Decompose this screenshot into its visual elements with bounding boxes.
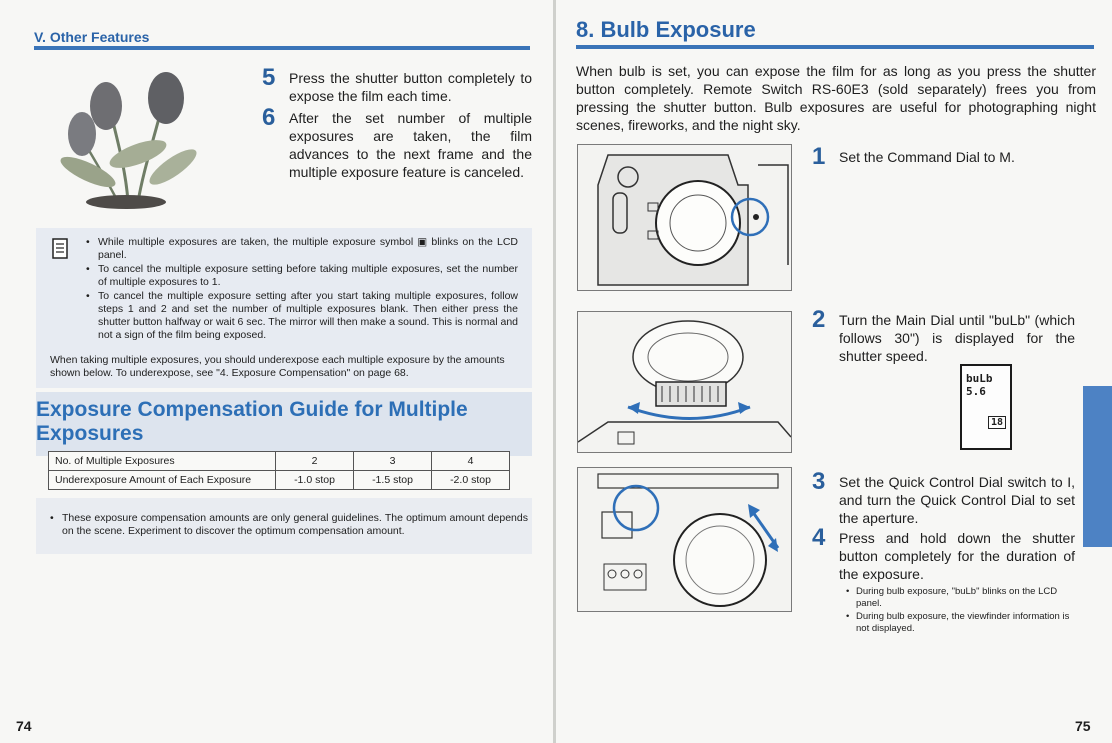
lcd-shutter-readout: buLb 5.6 [966,372,993,398]
step-number: 4 [812,524,826,551]
table-row [49,471,510,490]
step-6 [262,106,532,196]
flower-photo [48,62,208,210]
table-header-cell: Underexposure Amount of Each Exposure [49,471,276,490]
bulb-notes [846,586,1076,636]
page-number: 74 [16,718,32,734]
page-number: 75 [1075,718,1091,734]
section-label: V. Other Features [34,29,150,45]
step-1 [812,145,1082,175]
note-list [86,236,518,343]
header-rule [576,45,1094,49]
lcd-screen [962,366,1010,448]
step-number: 2 [812,306,826,333]
quick-control-dial-photo [577,467,792,612]
step-text: Press and hold down the shutter button completely for the duration of the exposure. [839,530,1075,582]
step-4 [812,526,1076,582]
table-cell: -1.5 stop [354,471,432,490]
table-cell: 3 [354,452,432,471]
step-3 [812,470,1076,526]
main-dial-photo [577,311,792,453]
table-row [49,452,510,471]
right-page [556,0,1112,743]
header-rule [34,46,530,50]
chapter-tab [1083,386,1112,547]
compensation-table [48,451,510,490]
step-text: Set the Command Dial to M. [839,149,1015,165]
note-item: • During bulb exposure, the viewfinder information is not displayed. [846,611,1076,635]
table-cell: 4 [432,452,510,471]
note-item: • To cancel the multiple exposure setting after you start taking multiple exposures, follow steps 1 and 2 and set the number of multiple exposures blank. Then either press the shutter button halfway or wait 6 sec. The mirror will then make a sound. This is normal and not a sign of the film being exposed. [86,290,518,342]
note-item: • To cancel the multiple exposure setting before taking multiple exposures, set the number of multiple exposures to 1. [86,263,518,289]
guide-note: • These exposure compensation amounts are only general guidelines. The optimum amount depends on the scene. Experiment to discover the optimum compensation amount. [62,512,528,538]
step-number: 3 [812,468,826,495]
step-text: After the set number of multiple exposures are taken, the film advances to the next frame and the multiple exposure feature is canceled. [289,110,532,180]
step-5 [262,66,532,106]
table-cell: 2 [276,452,354,471]
table-cell: -1.0 stop [276,471,354,490]
note-icon [52,238,68,259]
step-text: Press the shutter button completely to expose the film each time. [289,70,532,104]
step-text: Set the Quick Control Dial switch to I, and turn the Quick Control Dial to set the aperture. [839,474,1075,526]
table-cell: -2.0 stop [432,471,510,490]
command-dial-photo [577,144,792,291]
step-number: 6 [262,104,276,131]
guide-title: Exposure Compensation Guide for Multiple Exposures [36,398,468,445]
step-number: 1 [812,143,826,170]
section-title: 8. Bulb Exposure [576,17,756,42]
notes-box [36,228,532,388]
left-page [0,0,554,743]
note-item: • During bulb exposure, "buLb" blinks on the LCD panel. [846,586,1076,610]
step-2 [812,308,1076,364]
step-text: Turn the Main Dial until "buLb" (which follows 30") is displayed for the shutter speed. [839,312,1075,364]
note-paragraph: When taking multiple exposures, you should underexpose each multiple exposure by the amounts shown below. To underexpose, see "4. Exposure Compensation" on page 68. [50,354,505,379]
lcd-panel-illustration [960,364,1012,450]
lcd-frame-counter: 18 [988,416,1006,429]
step-number: 5 [262,64,276,91]
note-item: • While multiple exposures are taken, the multiple exposure symbol ▣ blinks on the LCD panel. [86,236,518,262]
intro-paragraph: When bulb is set, you can expose the film for as long as you press the shutter button completely. Remote Switch RS-60E3 (sold separately) frees you from pressing the shutter button. Bulb exposures are useful for photographing night scenes, fireworks, and the night sky. [576,63,1096,133]
table-header-cell: No. of Multiple Exposures [49,452,276,471]
